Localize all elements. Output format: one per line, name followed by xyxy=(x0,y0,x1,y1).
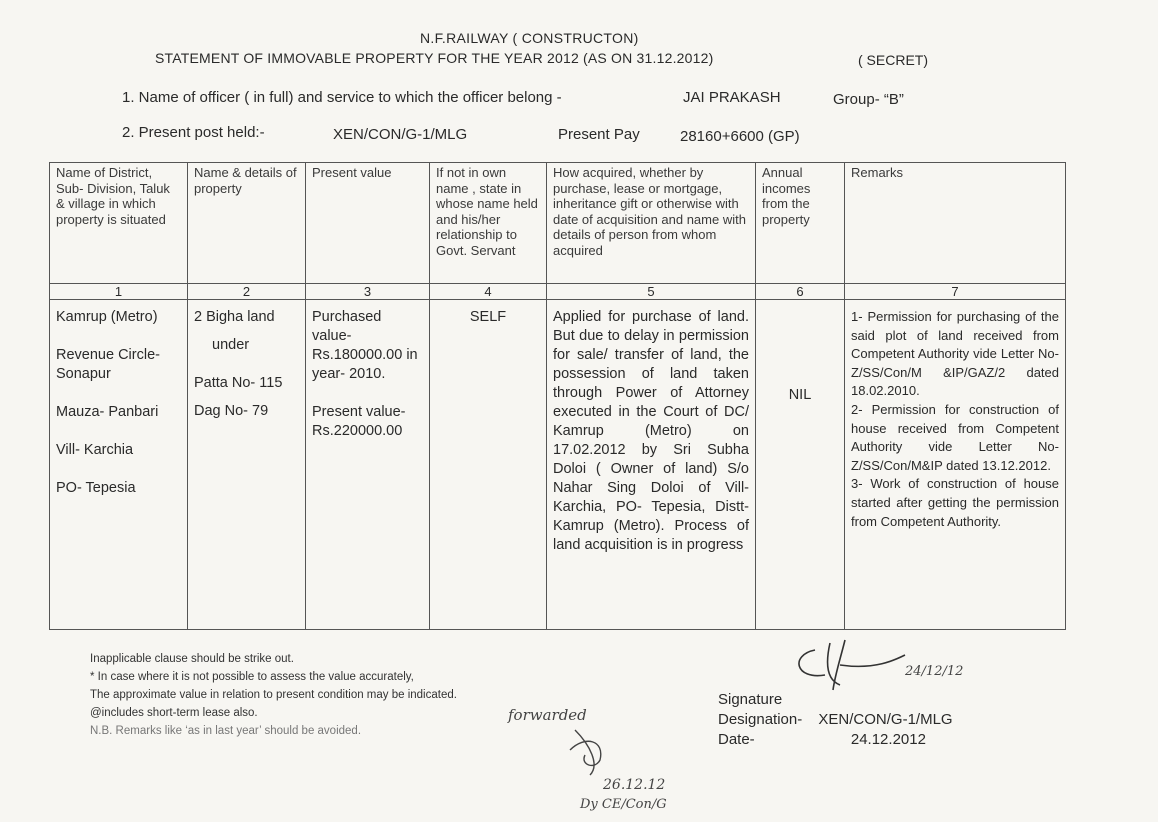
location-po: PO- Tepesia xyxy=(56,480,136,496)
header-cell: If not in own name , state in whose name held and his/her relationship to Govt. Servant xyxy=(430,163,547,284)
column-number: 3 xyxy=(306,284,430,300)
location-village: Vill- Karchia xyxy=(56,442,134,458)
table-row xyxy=(50,300,1066,630)
property-table xyxy=(49,162,1066,630)
location-district: Kamrup (Metro) xyxy=(56,309,158,325)
secret-label: ( SECRET) xyxy=(858,52,928,68)
officer-name: JAI PRAKASH xyxy=(683,89,781,106)
post-value: XEN/CON/G-1/MLG xyxy=(333,126,468,143)
designation-value: XEN/CON/G-1/MLG xyxy=(818,711,953,728)
property-size: 2 Bigha land xyxy=(194,309,275,325)
footnote: The approximate value in relation to present condition may be indicated. xyxy=(90,689,457,701)
date-value: 24.12.2012 xyxy=(850,731,926,748)
location-circle: Revenue Circle- Sonapur xyxy=(56,347,160,382)
org-title: N.F.RAILWAY ( CONSTRUCTON) xyxy=(420,30,639,46)
pay-value: 28160+6600 (GP) xyxy=(680,128,800,145)
footnotes xyxy=(90,650,457,740)
designation-row xyxy=(718,710,953,730)
header-cell: Annual incomes from the property xyxy=(756,163,845,284)
forwarding-date: 26.12.12 xyxy=(603,777,666,793)
column-number: 5 xyxy=(547,284,756,300)
owner-cell: SELF xyxy=(430,300,547,630)
column-number: 1 xyxy=(50,284,188,300)
officer-group: Group- “B” xyxy=(833,91,904,108)
footnote: @includes short-term lease also. xyxy=(90,707,258,719)
present-value-cell xyxy=(306,300,430,630)
table-header-row xyxy=(50,163,1066,284)
property-under: under xyxy=(212,337,250,353)
column-number: 6 xyxy=(756,284,845,300)
property-dag: Dag No- 79 xyxy=(194,403,269,419)
forwarding-signature xyxy=(560,720,620,780)
forwarded-note: forwarded xyxy=(508,706,587,724)
date-row xyxy=(718,730,953,750)
column-number-row xyxy=(50,284,1066,300)
footnote: Inapplicable clause should be strike out. xyxy=(90,653,294,665)
forwarding-by: Dy CE/Con/G xyxy=(580,797,667,812)
signature-block xyxy=(718,690,953,750)
document-title: STATEMENT OF IMMOVABLE PROPERTY FOR THE YEAR 2012 (AS ON 31.12.2012) xyxy=(155,50,714,66)
officer-name-label: 1. Name of officer ( in full) and service to which the officer belong - xyxy=(122,89,562,106)
header-cell: Name of District, Sub- Division, Taluk & village in which property is situated xyxy=(50,163,188,284)
income-cell: NIL xyxy=(756,300,845,630)
remarks-cell xyxy=(845,300,1066,630)
acquisition-cell: Applied for purchase of land. But due to delay in permission for sale/ transfer of land, the possession of land taken through Power of Attorney executed in the Court of DC/ Kamrup (Metro) on 17.02.2012 by Sri Subha Doloi ( Owner of land) S/o Nahar Sing Doloi of Vill- Karchia, PO- Tepesia, Distt- Kamrup (Metro). Process of land acquisition is in progress xyxy=(547,300,756,630)
remark-3: 3- Work of construction of house started after getting the permission from Competent Authority. xyxy=(851,476,1059,529)
purchased-value: Purchased value- Rs.180000.00 in year- 2010. xyxy=(312,309,418,382)
signature-label: Signature xyxy=(718,691,783,708)
header-cell: How acquired, whether by purchase, lease or mortgage, inheritance gift or otherwise with date of acquisition and name with details of person from whom acquired xyxy=(547,163,756,284)
header-cell: Remarks xyxy=(845,163,1066,284)
header-cell: Name & details of property xyxy=(188,163,306,284)
location-cell xyxy=(50,300,188,630)
footnote: * In case where it is not possible to assess the value accurately, xyxy=(90,671,414,683)
column-number: 2 xyxy=(188,284,306,300)
column-number: 7 xyxy=(845,284,1066,300)
designation-label: Designation- xyxy=(718,711,803,728)
remark-1: 1- Permission for purchasing of the said plot of land received from Competent Authority vide Letter No- Z/SS/Con/M &IP/GAZ/2 dated 18.02.2010. xyxy=(851,309,1059,399)
present-value: Present value- Rs.220000.00 xyxy=(312,404,406,439)
pay-label: Present Pay xyxy=(558,126,640,143)
signature-date: 24/12/12 xyxy=(905,664,964,679)
column-number: 4 xyxy=(430,284,547,300)
date-label: Date- xyxy=(718,731,755,748)
post-label: 2. Present post held:- xyxy=(122,124,265,141)
property-patta: Patta No- 115 xyxy=(194,375,283,391)
header-cell: Present value xyxy=(306,163,430,284)
location-mauza: Mauza- Panbari xyxy=(56,404,159,420)
footnote: N.B. Remarks like ‘as in last year’ should be avoided. xyxy=(90,725,362,737)
remark-2: 2- Permission for construction of house received from Competent Authority vide Letter No- Z/SS/Con/M&IP dated 13.12.2012. xyxy=(851,401,1059,473)
property-details-cell xyxy=(188,300,306,630)
